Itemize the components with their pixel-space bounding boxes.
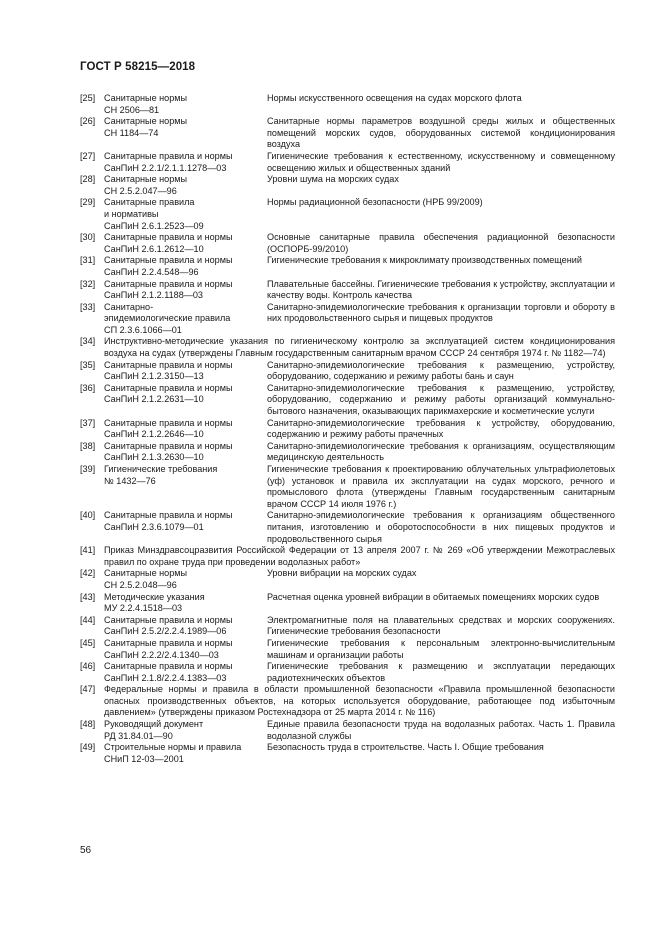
bibliography-entry bbox=[80, 719, 615, 742]
bibliography-entry bbox=[80, 174, 615, 197]
entry-number: [32] bbox=[80, 278, 96, 289]
entry-number: [29] bbox=[80, 197, 96, 208]
entry-number: [27] bbox=[80, 150, 96, 161]
entry-source: Строительные нормы и правила СНиП 12-03—2001 bbox=[104, 742, 242, 764]
bibliography-entry bbox=[80, 684, 615, 719]
bibliography-entry bbox=[80, 545, 615, 568]
entry-source: Санитарные правила и нормы СанПиН 2.2.4.548—96 bbox=[104, 255, 233, 277]
entry-number: [38] bbox=[80, 440, 96, 451]
entry-full-text: Инструктивно-методические указания по гигиеническому контролю за эксплуатацией систем кондиционирования воздуха на судах (утверждены Главным государственным санитарным врачом СССР 24 сентября 1974 г. № 1182—74) bbox=[104, 336, 615, 359]
entry-source: Санитарные правила и нормы СанПиН 2.6.1.2612—10 bbox=[104, 232, 233, 254]
entry-number: [47] bbox=[80, 684, 96, 695]
entry-source: Санитарные правила и нормы СанПиН 2.1.2.3150—13 bbox=[104, 359, 233, 382]
document-header: ГОСТ Р 58215—2018 bbox=[80, 61, 196, 73]
entry-title: Единые правила безопасности труда на водолазных работах. Часть 1. Правила водолазной службы bbox=[267, 719, 615, 741]
entry-number: [26] bbox=[80, 116, 96, 127]
entry-number: [25] bbox=[80, 93, 96, 103]
entry-source: Санитарные правила и нормативы СанПиН 2.6.1.2523—09 bbox=[104, 197, 204, 231]
entry-number: [49] bbox=[80, 742, 96, 753]
entry-number: [44] bbox=[80, 614, 96, 625]
bibliography-entry bbox=[80, 151, 615, 174]
entry-number: [36] bbox=[80, 382, 96, 393]
entry-title: Санитарно-эпидемиологические требования к размещению, устройству, оборудованию, содержанию и режиму работы бань и саун bbox=[267, 359, 615, 382]
bibliography-entry bbox=[80, 661, 615, 684]
entry-source: Санитарные правила и нормы СанПиН 2.1.2.2631—10 bbox=[104, 382, 233, 405]
entry-number: [45] bbox=[80, 637, 96, 648]
entry-title: Санитарно-эпидемиологические требования к устройству, оборудованию, содержанию и режиму работы прачечных bbox=[267, 417, 615, 440]
entry-title: Нормы радиационной безопасности (НРБ 99/2009) bbox=[267, 197, 483, 208]
bibliography-entry bbox=[80, 302, 615, 337]
entry-title: Санитарные нормы параметров воздушной среды жилых и общественных помещений морских судов, оборудованных системой кондиционирования воздуха bbox=[267, 116, 615, 150]
bibliography-entry bbox=[80, 510, 615, 545]
entry-title: Гигиенические требования к проектированию облучательных ультрафиолетовых (уф) установок и правила их эксплуатации на судах морского, речного и промыслового флота (утверждены Главным государственным санитарным врачом СССР 14 июля 1976 г.) bbox=[267, 464, 615, 509]
bibliography-entry bbox=[80, 383, 615, 418]
bibliography-entry bbox=[80, 638, 615, 661]
entry-source: Гигиенические требования № 1432—76 bbox=[104, 464, 218, 486]
entry-number: [30] bbox=[80, 232, 96, 243]
entry-title: Санитарно-эпидемиологические требования к организациям общественного питания, изготовлению и оборотоспособности в них пищевых продуктов и продовольственного сырья bbox=[267, 510, 615, 544]
entry-number: [28] bbox=[80, 174, 96, 185]
entry-number: [42] bbox=[80, 568, 96, 579]
entry-title: Гигиенические требования к естественному, искусственному и совмещенному освещению жилых и общественных зданий bbox=[267, 150, 615, 173]
entry-title: Санитарно-эпидемиологические требования к организации торговли и обороту в них продовольственного сырья и пищевых продуктов bbox=[267, 301, 615, 324]
entry-source: Санитарные правила и нормы СанПиН 2.1.2.1188—03 bbox=[104, 278, 233, 301]
entry-source: Методические указания МУ 2.2.4.1518—03 bbox=[104, 591, 205, 614]
entry-title: Расчетная оценка уровней вибрации в обитаемых помещениях морских судов bbox=[267, 591, 600, 602]
entry-source: Санитарные правила и нормы СанПиН 2.5.2/2.2.4.1989—06 bbox=[104, 614, 233, 637]
entry-title: Уровни вибрации на морских судах bbox=[267, 568, 417, 579]
entry-full-text: Федеральные нормы и правила в области промышленной безопасности «Правила промышленной безопасности опасных производственных объектов, на которых используется оборудование, работающее под избыточным давлением» (утверждены приказом Ростехнадзора от 25 марта 2014 г. № 116) bbox=[104, 684, 615, 718]
entry-source: Руководящий документ РД 31.84.01—90 bbox=[104, 719, 204, 741]
entry-source: Санитарные правила и нормы СанПиН 2.1.2.2646—10 bbox=[104, 417, 233, 440]
entry-title: Санитарно-эпидемиологические требования к организациям, осуществляющим медицинскую деятельность bbox=[267, 440, 615, 463]
entry-source: Санитарные нормы СН 2506—81 bbox=[104, 93, 188, 115]
entry-number: [37] bbox=[80, 417, 96, 428]
entry-number: [33] bbox=[80, 301, 96, 312]
bibliography-entry bbox=[80, 615, 615, 638]
entry-full-text: Приказ Минздравсоцразвития Российской Федерации от 13 апреля 2007 г. № 269 «Об утверждении Межотраслевых правил по охране труда при проведении водолазных работ» bbox=[104, 545, 615, 567]
bibliography-entry bbox=[80, 441, 615, 464]
bibliography-entry bbox=[80, 418, 615, 441]
entry-number: [31] bbox=[80, 255, 96, 266]
entry-title: Гигиенические требования к персональным электронно-вычислительным машинам и организации работы bbox=[267, 637, 615, 660]
bibliography-entry bbox=[80, 197, 615, 232]
entry-source: Санитарные нормы СН 2.5.2.048—96 bbox=[104, 568, 188, 590]
bibliography-entry bbox=[80, 232, 615, 255]
entry-title: Плавательные бассейны. Гигиенические требования к устройству, эксплуатации и качеству воды. Контроль качества bbox=[267, 278, 615, 301]
bibliography-list bbox=[80, 93, 615, 765]
entry-title: Гигиенические требования к микроклимату производственных помещений bbox=[267, 255, 582, 266]
entry-source: Санитарные правила и нормы СанПиН 2.3.6.1079—01 bbox=[104, 510, 233, 532]
entry-title: Основные санитарные правила обеспечения радиационной безопасности (ОСПОРБ-99/2010) bbox=[267, 232, 615, 254]
entry-number: [46] bbox=[80, 661, 96, 672]
bibliography-entry bbox=[80, 93, 615, 116]
entry-title: Гигиенические требования к размещению и эксплуатации передающих радиотехнических объектов bbox=[267, 661, 615, 683]
entry-title: Безопасность труда в строительстве. Часть I. Общие требования bbox=[267, 742, 544, 753]
entry-source: Санитарные правила и нормы СанПиН 2.1.3.2630—10 bbox=[104, 440, 233, 463]
entry-title: Уровни шума на морских судах bbox=[267, 174, 399, 185]
bibliography-entry bbox=[80, 116, 615, 151]
entry-title: Нормы искусственного освещения на судах морского флота bbox=[267, 93, 522, 103]
entry-number: [34] bbox=[80, 336, 96, 347]
bibliography-entry bbox=[80, 360, 615, 383]
entry-title: Электромагнитные поля на плавательных средствах и морских сооружениях. Гигиенические требования безопасности bbox=[267, 614, 615, 637]
entry-title: Санитарно-эпидемиологические требования к размещению, устройству, оборудованию, содержанию и режиму работы организаций коммунально-бытового назначения, оказывающих парикмахерские и косметические услуги bbox=[267, 382, 615, 417]
entry-source: Санитарно- эпидемиологические правила СП 2.3.6.1066—01 bbox=[104, 301, 231, 335]
entry-source: Санитарные нормы СН 1184—74 bbox=[104, 116, 188, 138]
entry-number: [41] bbox=[80, 545, 96, 556]
entry-number: [39] bbox=[80, 464, 96, 474]
bibliography-entry bbox=[80, 279, 615, 302]
entry-number: [48] bbox=[80, 719, 96, 730]
bibliography-entry bbox=[80, 568, 615, 591]
entry-source: Санитарные правила и нормы СанПиН 2.2.2/2.4.1340—03 bbox=[104, 637, 233, 660]
bibliography-entry bbox=[80, 464, 615, 510]
entry-source: Санитарные нормы СН 2.5.2.047—96 bbox=[104, 174, 188, 196]
bibliography-entry bbox=[80, 336, 615, 359]
entry-number: [40] bbox=[80, 510, 96, 521]
entry-source: Санитарные правила и нормы СанПиН 2.1.8/2.2.4.1383—03 bbox=[104, 661, 233, 683]
page-number: 56 bbox=[80, 845, 92, 856]
entry-source: Санитарные правила и нормы СанПиН 2.2.1/2.1.1.1278—03 bbox=[104, 150, 233, 173]
bibliography-entry bbox=[80, 742, 615, 765]
bibliography-entry bbox=[80, 255, 615, 278]
bibliography-entry bbox=[80, 592, 615, 615]
entry-number: [35] bbox=[80, 359, 96, 370]
entry-number: [43] bbox=[80, 591, 96, 602]
